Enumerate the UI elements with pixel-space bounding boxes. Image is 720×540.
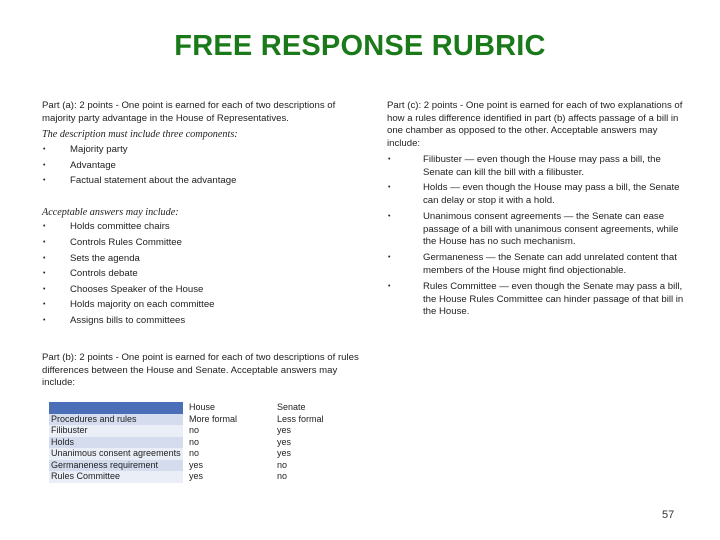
bullet-icon: • bbox=[388, 282, 391, 290]
table-cell: no bbox=[183, 425, 271, 437]
bullet-icon: • bbox=[388, 184, 391, 192]
table-cell: Unanimous consent agreements bbox=[49, 448, 183, 460]
part-a-section bbox=[42, 100, 367, 330]
acceptable-list bbox=[42, 221, 367, 327]
list-item: • Advantage bbox=[43, 159, 116, 171]
table-cell: Less formal bbox=[271, 414, 359, 426]
table-cell: yes bbox=[271, 448, 359, 460]
table-header-cell: House bbox=[183, 402, 271, 414]
table-cell: no bbox=[183, 437, 271, 449]
list-item: • Unanimous consent agreements — the Senate can ease passage of a bill with unanimous consent agreements, while the House has no such mechanism. bbox=[388, 211, 679, 248]
bullet-icon: • bbox=[43, 301, 46, 309]
list-item: • Controls debate bbox=[43, 268, 138, 280]
table-header-row bbox=[49, 402, 359, 414]
table-cell: yes bbox=[271, 425, 359, 437]
bullet-icon: • bbox=[43, 316, 46, 324]
table-row bbox=[49, 437, 359, 449]
list-item: • Controls Rules Committee bbox=[43, 236, 182, 248]
part-c-intro: Part (c): 2 points - One point is earned for each of two explanations of how a rules difference identified in part (b) affects passage of a bill in one chamber as opposed to the other. Acceptable answers may include: bbox=[387, 100, 683, 150]
bullet-icon: • bbox=[43, 223, 46, 231]
list-item: • Holds committee chairs bbox=[43, 221, 170, 233]
table-cell: Rules Committee bbox=[49, 471, 183, 483]
list-item: • Rules Committee — even though the Senate may pass a bill, the House Rules Committee can hinder passage of that bill in the House. bbox=[388, 280, 684, 318]
table-cell: More formal bbox=[183, 414, 271, 426]
list-item: • Majority party bbox=[43, 144, 128, 156]
components-heading: The description must include three components: bbox=[42, 129, 238, 141]
table-row bbox=[49, 460, 359, 472]
table-cell: Germaneness requirement bbox=[49, 460, 183, 472]
bullet-icon: • bbox=[388, 254, 391, 262]
page-number: 57 bbox=[662, 509, 675, 521]
list-item: • Assigns bills to committees bbox=[43, 314, 186, 326]
part-c-list bbox=[387, 154, 685, 319]
bullet-icon: • bbox=[43, 285, 46, 293]
list-item: • Filibuster — even though the House may pass a bill, the Senate can kill the bill with a filibuster. bbox=[388, 153, 661, 178]
table-header-cell bbox=[49, 402, 183, 414]
list-item: • Sets the agenda bbox=[43, 252, 140, 264]
list-item: • Chooses Speaker of the House bbox=[43, 283, 204, 295]
table-cell: no bbox=[271, 471, 359, 483]
components-list bbox=[42, 144, 367, 188]
table-cell: yes bbox=[183, 460, 271, 472]
table-cell: yes bbox=[271, 437, 359, 449]
table-row bbox=[49, 471, 359, 483]
table-cell: Holds bbox=[49, 437, 183, 449]
bullet-icon: • bbox=[388, 155, 391, 163]
bullet-icon: • bbox=[43, 238, 46, 246]
rules-comparison-table bbox=[49, 402, 359, 483]
list-item: • Factual statement about the advantage bbox=[43, 175, 237, 187]
table-row bbox=[49, 425, 359, 437]
table-row bbox=[49, 414, 359, 426]
table-row bbox=[49, 448, 359, 460]
part-c-section bbox=[387, 100, 685, 322]
acceptable-heading: Acceptable answers may include: bbox=[42, 206, 179, 218]
bullet-icon: • bbox=[43, 177, 46, 185]
list-item: • Holds — even though the House may pass a bill, the Senate can delay or stop it with a hold. bbox=[388, 182, 680, 207]
bullet-icon: • bbox=[43, 270, 46, 278]
bullet-icon: • bbox=[388, 213, 391, 220]
table-cell: Procedures and rules bbox=[49, 414, 183, 426]
part-a-intro: Part (a): 2 points - One point is earned for each of two descriptions of majority party advantage in the House of Representatives. bbox=[42, 100, 336, 124]
table-cell: no bbox=[183, 448, 271, 460]
bullet-icon: • bbox=[43, 146, 46, 154]
table-header-cell: Senate bbox=[271, 402, 359, 414]
list-item: • Germaneness — the Senate can add unrelated content that members of the House might find objectionable. bbox=[388, 252, 677, 276]
list-item: • Holds majority on each committee bbox=[43, 299, 215, 311]
bullet-icon: • bbox=[43, 254, 46, 262]
bullet-icon: • bbox=[43, 161, 46, 169]
table-cell: no bbox=[271, 460, 359, 472]
table-cell: Filibuster bbox=[49, 425, 183, 437]
table-cell: yes bbox=[183, 471, 271, 483]
slide-title: FREE RESPONSE RUBRIC bbox=[174, 30, 546, 62]
part-b-intro: Part (b): 2 points - One point is earned for each of two descriptions of rules differences between the House and Senate. Acceptable answers may include: bbox=[42, 352, 359, 389]
